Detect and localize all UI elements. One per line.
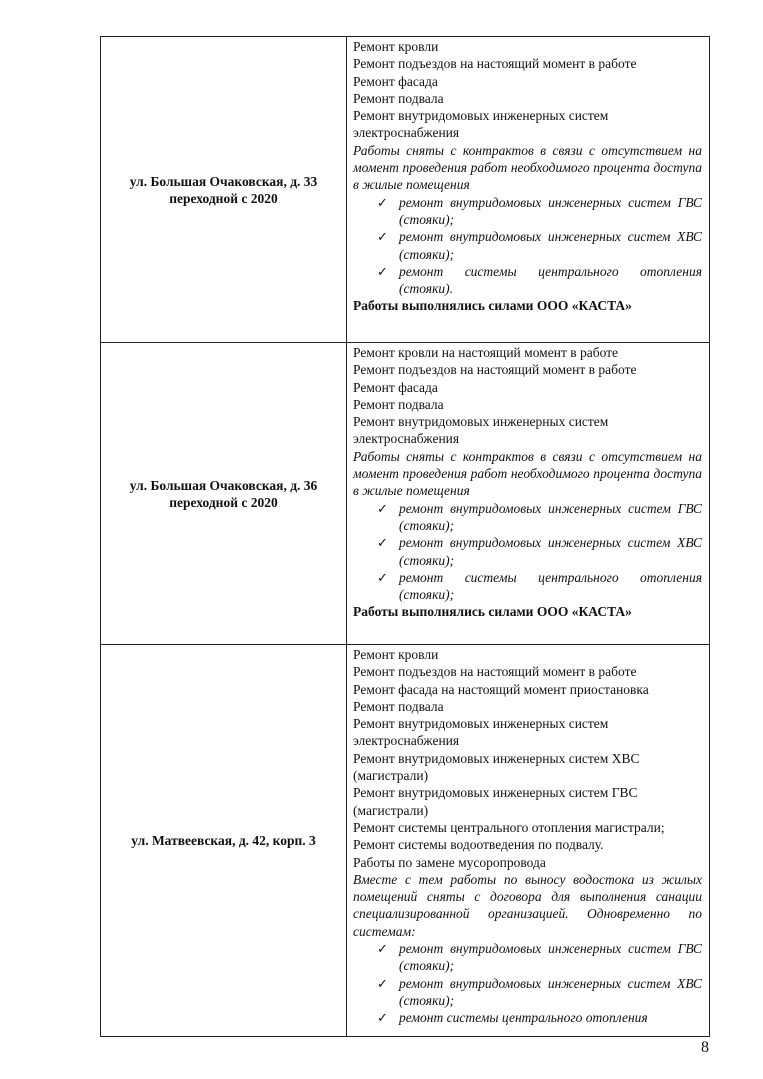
work-item: Ремонт фасада bbox=[353, 73, 438, 89]
removal-note: Работы сняты с контрактов в связи с отсутствием на момент проведения работ необходимого процента доступа в жилые помещения bbox=[353, 448, 702, 499]
system-item: ремонт внутридомовых инженерных систем ГВС (стояки); bbox=[399, 500, 702, 533]
address-cell bbox=[101, 343, 347, 645]
works-cell bbox=[347, 37, 710, 343]
check-icon: ✓ bbox=[377, 194, 388, 210]
table-row bbox=[101, 645, 710, 1037]
table-row bbox=[101, 37, 710, 343]
work-item: Ремонт подвала bbox=[353, 90, 444, 106]
list-item bbox=[377, 569, 702, 604]
check-icon: ✓ bbox=[377, 263, 388, 279]
work-item: Ремонт системы центрального отопления магистрали; bbox=[353, 819, 665, 835]
work-item: Ремонт кровли bbox=[353, 39, 439, 54]
check-icon: ✓ bbox=[377, 229, 388, 245]
work-item: Ремонт подъездов на настоящий момент в работе bbox=[353, 56, 637, 72]
address-line: переходной с 2020 bbox=[169, 190, 278, 206]
work-item: Ремонт внутридомовых инженерных систем электроснабжения bbox=[353, 108, 609, 141]
contractor-note: Работы выполнялись силами ООО «КАСТА» bbox=[353, 298, 632, 314]
list-item bbox=[377, 228, 702, 263]
work-item: Ремонт подвала bbox=[353, 698, 444, 714]
check-icon: ✓ bbox=[377, 1010, 388, 1026]
system-item: ремонт системы центрального отопления bbox=[399, 1010, 648, 1026]
list-item bbox=[377, 534, 702, 569]
system-item: ремонт системы центрального отопления (стояки); bbox=[399, 569, 702, 603]
system-item: ремонт системы центрального отопления (стояки). bbox=[399, 263, 702, 297]
system-item: ремонт внутридомовых инженерных систем ХВС (стояки); bbox=[399, 535, 702, 568]
address-line: ул. Большая Очаковская, д. 33 bbox=[129, 173, 318, 189]
list-item bbox=[377, 940, 702, 975]
address-cell bbox=[101, 37, 347, 343]
address-line: ул. Большая Очаковская, д. 36 bbox=[129, 477, 318, 493]
works-cell bbox=[347, 343, 710, 645]
system-item: ремонт внутридомовых инженерных систем ХВС (стояки); bbox=[399, 975, 702, 1008]
check-icon: ✓ bbox=[377, 535, 388, 551]
work-item: Работы по замене мусоропровода bbox=[353, 854, 546, 870]
work-item: Ремонт кровли bbox=[353, 647, 439, 662]
list-item bbox=[377, 500, 702, 535]
page-number: 8 bbox=[701, 1039, 709, 1056]
system-item: ремонт внутридомовых инженерных систем ГВС (стояки); bbox=[399, 194, 702, 227]
address-cell bbox=[101, 645, 347, 1037]
check-icon: ✓ bbox=[377, 500, 388, 516]
systems-list bbox=[353, 940, 702, 1026]
address-line: переходной с 2020 bbox=[169, 494, 278, 510]
work-item: Ремонт подъездов на настоящий момент в работе bbox=[353, 362, 637, 378]
work-item: Ремонт фасада bbox=[353, 379, 438, 395]
check-icon: ✓ bbox=[377, 975, 388, 991]
systems-list bbox=[353, 500, 702, 604]
works-cell bbox=[347, 645, 710, 1037]
work-item: Ремонт системы водоотведения по подвалу. bbox=[353, 837, 604, 853]
work-item: Ремонт подъездов на настоящий момент в работе bbox=[353, 664, 637, 680]
work-item: Ремонт внутридомовых инженерных систем ХВС (магистрали) bbox=[353, 750, 640, 784]
work-item: Ремонт внутридомовых инженерных систем ГВС (магистрали) bbox=[353, 785, 638, 818]
removal-note: Вместе с тем работы по выносу водостока из жилых помещений сняты с договора для выполнения санации специализированной организацией. Одновременно по системам: bbox=[353, 871, 702, 939]
work-item: Ремонт подвала bbox=[353, 396, 444, 412]
address-line: ул. Матвеевская, д. 42, корп. 3 bbox=[131, 833, 316, 848]
contractor-note: Работы выполнялись силами ООО «КАСТА» bbox=[353, 604, 632, 620]
work-item: Ремонт внутридомовых инженерных систем электроснабжения bbox=[353, 414, 609, 447]
list-item bbox=[377, 263, 702, 298]
table-row bbox=[101, 343, 710, 645]
work-item: Ремонт кровли на настоящий момент в работе bbox=[353, 345, 619, 360]
work-item: Ремонт внутридомовых инженерных систем электроснабжения bbox=[353, 716, 609, 749]
work-item: Ремонт фасада на настоящий момент приостановка bbox=[353, 681, 649, 697]
check-icon: ✓ bbox=[377, 569, 388, 585]
check-icon: ✓ bbox=[377, 941, 388, 957]
systems-list bbox=[353, 194, 702, 298]
system-item: ремонт внутридомовых инженерных систем ГВС (стояки); bbox=[399, 941, 702, 974]
list-item bbox=[377, 1009, 702, 1026]
list-item bbox=[377, 194, 702, 229]
works-table bbox=[100, 36, 710, 1037]
removal-note: Работы сняты с контрактов в связи с отсутствием на момент проведения работ необходимого процента доступа в жилые помещения bbox=[353, 142, 702, 193]
system-item: ремонт внутридомовых инженерных систем ХВС (стояки); bbox=[399, 229, 702, 262]
list-item bbox=[377, 975, 702, 1010]
